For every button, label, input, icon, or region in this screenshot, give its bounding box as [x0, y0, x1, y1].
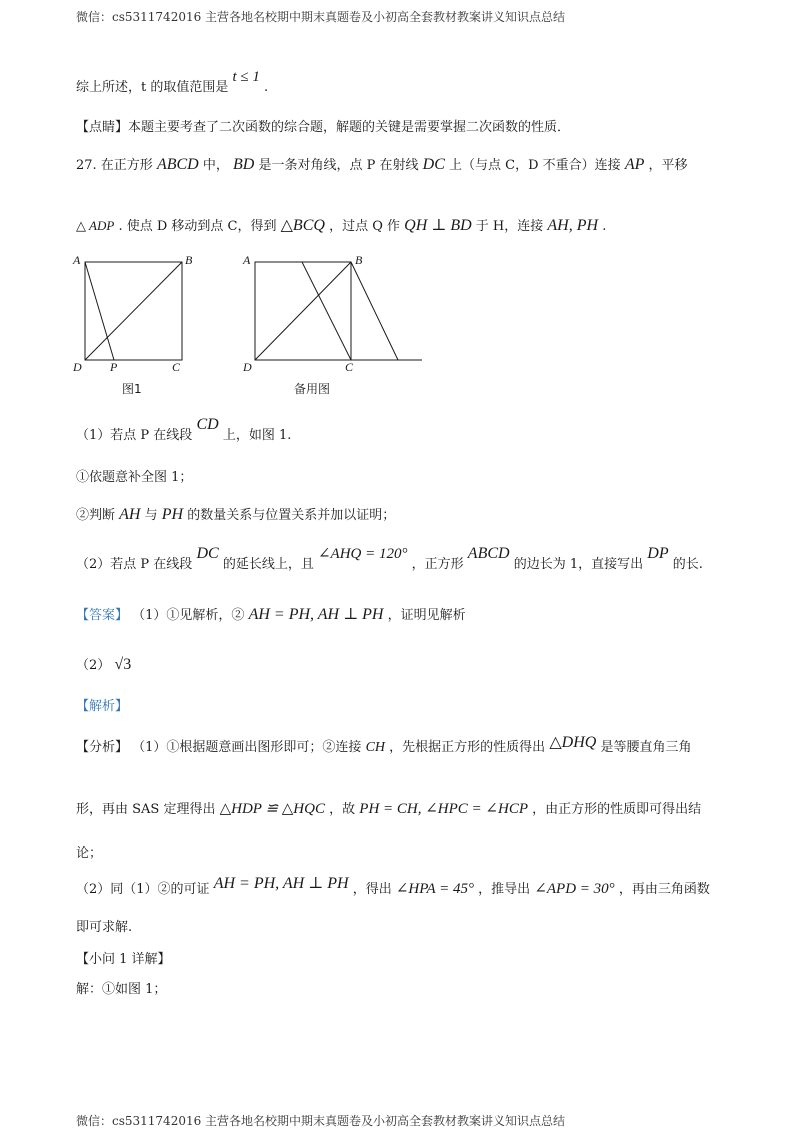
answer-label: 【答案】 [76, 608, 129, 623]
math-dhq: △DHQ [549, 734, 597, 751]
math-ph: PH [161, 506, 184, 523]
part2-text: ，正方形 [411, 557, 464, 572]
segment-1 [302, 262, 351, 360]
math-sqrt3: √3 [114, 656, 132, 673]
analysis-label: 【解析】 [76, 699, 129, 714]
answer-line [76, 604, 466, 624]
part2-line [76, 545, 703, 573]
fenxi-text: ，推导出 [478, 882, 531, 897]
answer-text: （2） [76, 658, 111, 673]
part2-text: 的边长为 1，直接写出 [513, 557, 644, 572]
q27-text: . 使点 D 移动到点 C，得到 [118, 219, 277, 234]
fenxi-text: 形，再由 SAS 定理得出 [76, 802, 216, 817]
q27-text: . [602, 219, 607, 234]
q27-text: 27. 在正方形 [76, 158, 153, 173]
fenxi-text: ，故 [329, 802, 356, 817]
math-dc-2: DC [196, 545, 219, 562]
q27-text: 于 H，连接 [475, 219, 544, 234]
summary-line [76, 69, 269, 96]
fenxi-label: 【分析】 [76, 740, 129, 755]
part1-text: 与 [144, 508, 158, 523]
math-qh-perp-bd: QH ⊥ BD [404, 217, 472, 234]
math-ch: CH [365, 740, 386, 755]
summary-math: t ≤ 1 [232, 69, 260, 85]
part2-text: （2）若点 P 在线段 [76, 557, 193, 572]
part2-text: 的延长线上，且 [222, 557, 314, 572]
math-ap: AP [624, 156, 645, 173]
math-bcq: △BCQ [280, 217, 325, 234]
math-tri-adp: △ ADP [76, 218, 115, 233]
math-dp: DP [647, 545, 669, 562]
label-b: B [185, 253, 193, 267]
label-c-2: C [345, 360, 354, 374]
part1-line [76, 416, 292, 444]
math-dc: DC [422, 156, 445, 173]
q27-text: 是一条对角线，点 P 在射线 [258, 158, 419, 173]
figure-1 [72, 253, 193, 396]
q27-text: 中， [202, 158, 229, 173]
comment-line: 【点睛】本题主要考查了二次函数的综合题，解题的关键是需要掌握二次函数的性质． [76, 120, 571, 135]
label-a: A [73, 253, 81, 267]
math-bd: BD [233, 156, 255, 173]
math-abcd: ABCD [156, 156, 199, 173]
part1-sub1: ①依题意补全图 1； [76, 470, 193, 485]
math-abcd-2: ABCD [467, 545, 510, 562]
fenxi-text: ，得出 [352, 882, 392, 897]
math-answer: AH = PH, AH ⊥ PH [248, 606, 384, 623]
fenxi-line5: 即可求解. [76, 920, 133, 935]
math-congruent: △HDP ≌ △HQC [219, 801, 325, 817]
detail-label: 【小问 1 详解】 [76, 952, 171, 967]
math-ah-ph: AH, PH [547, 217, 599, 234]
detail-text: 解：①如图 1； [76, 982, 167, 997]
fenxi-line4 [76, 875, 710, 898]
label-p: P [110, 360, 118, 374]
q27-line2 [76, 215, 606, 235]
q27-text: ，平移 [648, 158, 688, 173]
math-hpa: ∠HPA = 45° [395, 881, 475, 897]
page-footer: 微信：cs5311742016 主营各地名校期中期末真题卷及小初高全套教材教案讲义知识点总结 [76, 1114, 566, 1128]
fenxi-line3: 论； [76, 846, 103, 861]
part1-text: ②判断 [76, 508, 116, 523]
figure-2-caption: 备用图 [294, 382, 331, 396]
math-ph-ch: PH = CH, ∠HPC = ∠HCP [359, 801, 528, 817]
fenxi-text: ，再由三角函数 [618, 882, 710, 897]
label-d: D [73, 360, 82, 374]
math-angle-ahq: ∠AHQ = 120° [317, 546, 408, 562]
math-ah: AH [119, 506, 141, 523]
part2-text: 的长. [672, 557, 703, 572]
q27-text: ，过点 Q 作 [329, 219, 401, 234]
label-a-2: A [243, 253, 251, 267]
page-header: 微信：cs5311742016 主营各地名校期中期末真题卷及小初高全套教材教案讲义知识点总结 [76, 10, 566, 24]
part1-sub2 [76, 504, 395, 524]
fenxi-text: ，先根据正方形的性质得出 [389, 740, 546, 755]
fenxi-line1 [76, 736, 691, 756]
answer-text: （1）①见解析，② [132, 608, 245, 623]
part1-text: 的数量关系与位置关系并加以证明； [187, 508, 396, 523]
figure-2 [242, 253, 422, 396]
figure-1-caption: 图1 [122, 382, 142, 396]
q27-text: 上（与点 C，D 不重合）连接 [449, 158, 621, 173]
fenxi-text: ，由正方形的性质即可得出结 [532, 802, 702, 817]
diagonal-bd-2 [255, 262, 351, 360]
answer-line-2 [76, 654, 131, 674]
label-c: C [172, 360, 181, 374]
math-apd: ∠APD = 30° [534, 881, 615, 897]
part1-text: 上，如图 1. [222, 428, 292, 443]
summary-end: . [264, 80, 269, 95]
answer-text: ，证明见解析 [387, 608, 466, 623]
geometry-figures [70, 250, 430, 400]
summary-text: 综上所述，t 的取值范围是 [76, 80, 229, 95]
fenxi-text: （1）①根据题意画出图形即可；②连接 [132, 740, 362, 755]
fenxi-text: （2）同（1）②的可证 [76, 882, 210, 897]
segment-2 [351, 262, 398, 360]
label-d-2: D [243, 360, 252, 374]
fenxi-line2 [76, 798, 701, 818]
part1-text: （1）若点 P 在线段 [76, 428, 193, 443]
math-cd: CD [196, 416, 219, 433]
label-b-2: B [355, 253, 363, 267]
fenxi-text: 是等腰直角三角 [600, 740, 692, 755]
math-ah-ph-2: AH = PH, AH ⊥ PH [213, 875, 349, 892]
q27-line1 [76, 154, 688, 174]
